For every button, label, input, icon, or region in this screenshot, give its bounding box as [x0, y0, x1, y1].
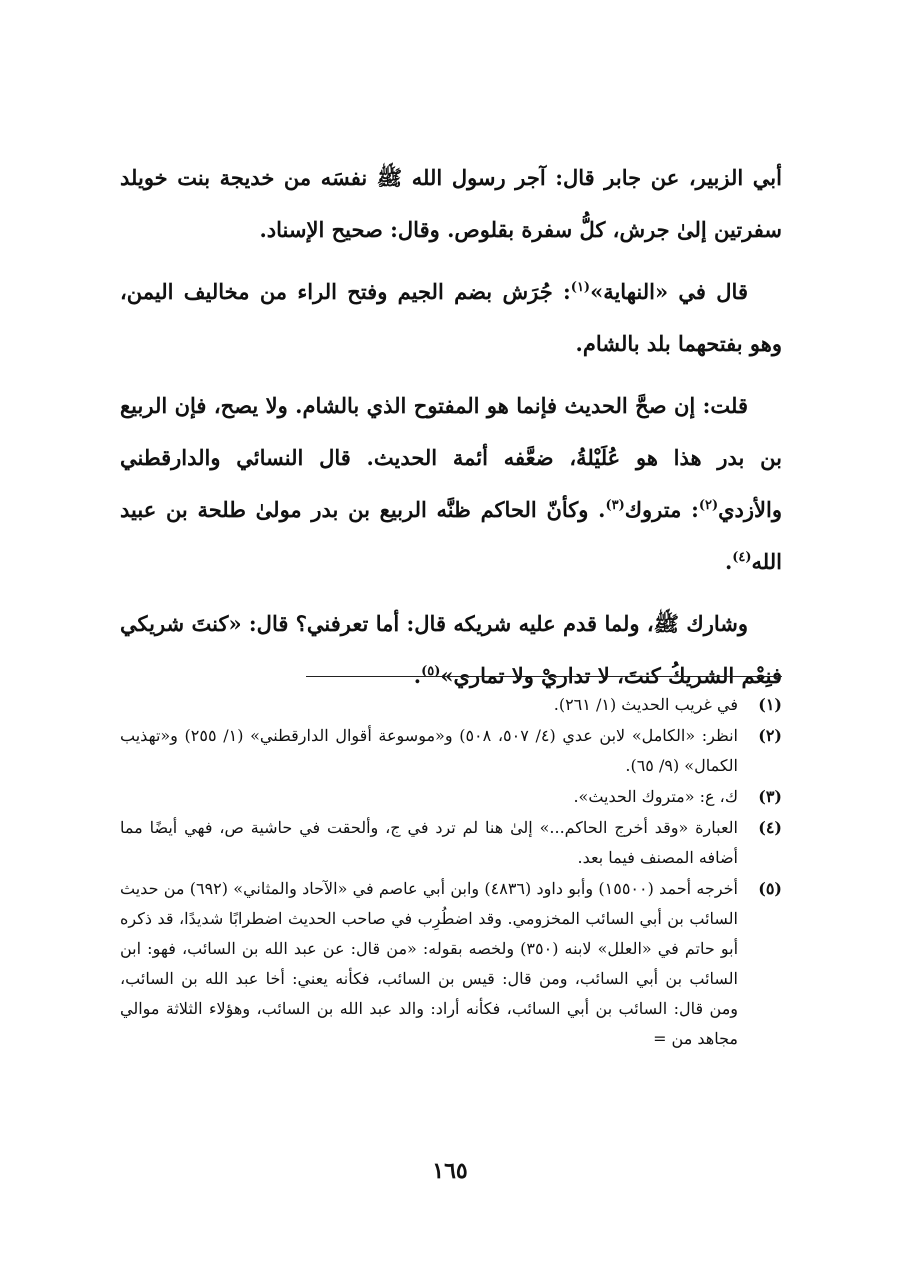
footnote-ref-2[interactable]: (٢) [698, 498, 719, 513]
footnote-text: العبارة «وقد أخرج الحاكم...» إلىٰ هنا لم ترد في ج، وألحقت في حاشية ص، فهي أيضًا مما أضافه المصنف فيما بعد. [120, 818, 738, 867]
footnote-ref-4[interactable]: (٤) [732, 550, 752, 565]
main-text [120, 152, 782, 712]
footnote-ref-1[interactable]: (١) [570, 280, 591, 295]
footnote-text: أخرجه أحمد (١٥٥٠٠) وأبو داود (٤٨٣٦) وابن أبي عاصم في «الآحاد والمثاني» (٦٩٢) من حديث السائب بن أبي السائب المخزومي. وقد اضطُرِب في صاحب الحديث اضطرابًا شديدًا، قد ذكره أبو حاتم في «العلل» لابنه (٣٥٠) ولخصه بقوله: «من قال: عن عبد الله بن السائب، فهو: ابن السائب بن أبي السائب، ومن قال: قيس بن السائب، فكأنه يعني: أخا عبد الله بن السائب، ومن قال: السائب بن أبي السائب، فكأنه أراد: والد عبد الله بن السائب، وهؤلاء الثلاثة موالي مجاهد من = [120, 879, 739, 1048]
paragraph-3 [120, 380, 782, 588]
footnote-ref-3[interactable]: (٣) [605, 498, 625, 513]
paragraph-1-text: أبي الزبير، عن جابر قال: آجر رسول الله ﷺ نفسَه من خديجة بنت خويلد سفرتين إلىٰ جرش، كلُّ سفرة بقلوص. وقال: صحيح الإسناد. [120, 165, 782, 242]
paragraph-3-text-d: . [724, 549, 733, 574]
footnote-text: في غريب الحديث (١/ ٢٦١). [553, 695, 738, 714]
footnote-number: (٤) [758, 818, 782, 837]
paragraph-4-text: وشارك ﷺ، ولما قدم عليه شريكه قال: أما تعرفني؟ قال: «كنتَ شريكي فنِعْم الشريكُ كنتَ، لا تداريْ ولا تماري» [120, 611, 782, 688]
paragraph-4 [120, 598, 782, 702]
paragraph-3-text-b: : متروك [624, 497, 699, 522]
footnote-5 [120, 874, 782, 1054]
footnote-3 [120, 782, 782, 812]
footnote-text: ك، ع: «متروك الحديث». [573, 787, 738, 806]
paragraph-3-text-c: . وكأنّ الحاكم ظنَّه الربيع بن بدر مولىٰ طلحة بن عبيد الله [120, 497, 782, 574]
paragraph-3-text: قلت: إن صحَّ الحديث فإنما هو المفتوح الذي بالشام. ولا يصح، فإن الربيع بن بدر هذا هو عُلَيْلةُ، ضعَّفه أئمة الحديث. قال النسائي والدارقطني والأزدي [120, 393, 783, 522]
paragraph-2-text-cont: : جُرَش بضم الجيم وفتح الراء من مخاليف اليمن، وهو بفتحهما بلد بالشام. [120, 279, 782, 356]
footnotes [120, 690, 782, 1055]
paragraph-2 [120, 266, 782, 370]
footnote-separator [306, 676, 782, 677]
paragraph-2-text: قال في «النهاية» [590, 279, 748, 304]
footnote-number: (٥) [758, 879, 782, 898]
paragraph-4-text-end: . [413, 663, 422, 688]
paragraph-1 [120, 152, 782, 256]
footnote-text: انظر: «الكامل» لابن عدي (٤/ ٥٠٧، ٥٠٨) و«موسوعة أقوال الدارقطني» (١/ ٢٥٥) و«تهذيب الكمال» (٩/ ٦٥). [120, 726, 738, 775]
footnote-number: (٢) [758, 726, 782, 745]
footnote-2 [120, 721, 782, 781]
footnote-4 [120, 813, 782, 873]
footnote-1 [120, 690, 782, 720]
footnote-number: (١) [758, 695, 782, 714]
page-number: ١٦٥ [432, 1158, 468, 1184]
footnote-ref-5[interactable]: (٥) [421, 664, 441, 679]
footnote-number: (٣) [758, 787, 782, 806]
